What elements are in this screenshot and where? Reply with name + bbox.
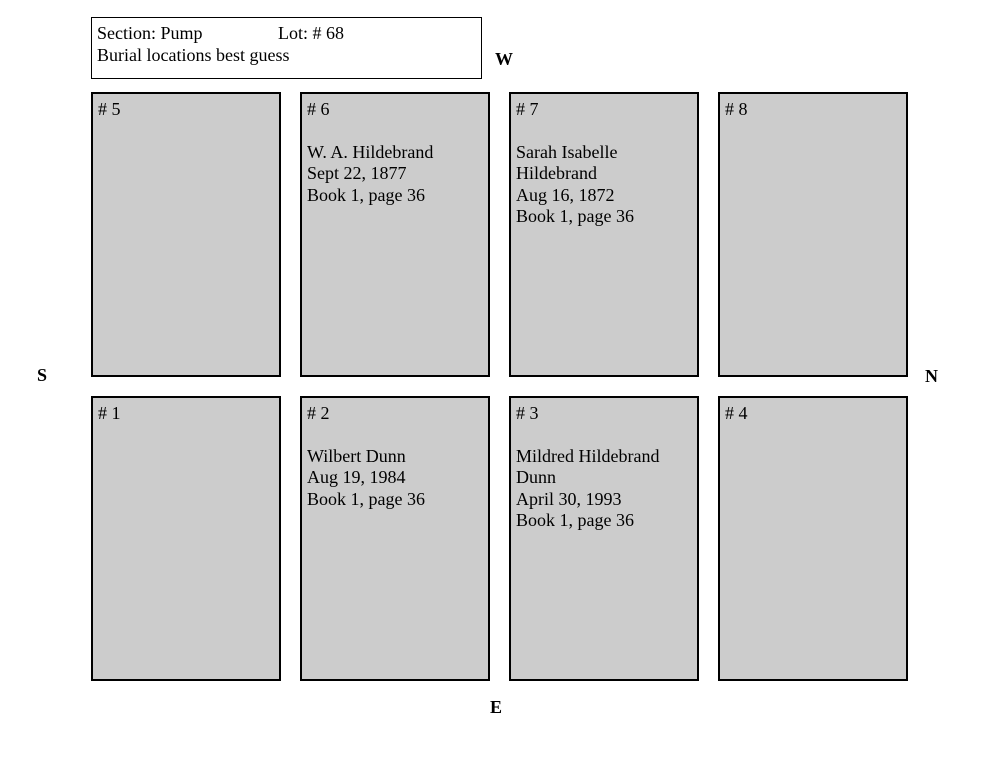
plot-2 [300,396,490,681]
burial-record: Book 1, page 36 [307,488,425,509]
compass-north: N [925,366,938,386]
header-line [97,22,481,44]
burial-date: Sept 22, 1877 [307,163,407,183]
burial-name-cont: Hildebrand [516,163,597,183]
compass-east: E [490,697,503,717]
plot-5 [91,92,281,377]
burial-name-cont: Dunn [516,467,556,487]
plot-number: # 5 [98,99,121,119]
burial-name: W. A. Hildebrand [307,141,434,162]
plot-4 [718,396,908,681]
burial-name: Sarah Isabelle [516,141,618,162]
section-label: Section: Pump [97,23,203,43]
note-label: Burial locations best guess [97,45,290,65]
burial-record: Book 1, page 36 [516,206,634,226]
burial-name: Mildred Hildebrand [516,445,660,466]
burial-record: Book 1, page 36 [516,510,634,530]
lot-info-box [91,17,482,79]
plot-1 [91,396,281,681]
lot-label: Lot: # 68 [278,23,344,43]
burial-date: Aug 16, 1872 [516,184,615,205]
burial-date: April 30, 1993 [516,488,622,509]
plot-7 [509,92,699,377]
plot-number: # 3 [516,403,539,423]
plot-number: # 1 [98,403,121,423]
plot-number: # 4 [725,403,748,423]
burial-date: Aug 19, 1984 [307,467,406,487]
plot-number: # 8 [725,99,748,119]
compass-south: S [37,365,48,385]
plot-number: # 6 [307,99,330,119]
plot-number: # 2 [307,403,330,423]
plot-3 [509,396,699,681]
plot-6 [300,92,490,377]
compass-west: W [495,49,513,69]
burial-name: Wilbert Dunn [307,445,406,466]
plot-8 [718,92,908,377]
burial-record: Book 1, page 36 [307,184,425,205]
plot-number: # 7 [516,99,539,119]
